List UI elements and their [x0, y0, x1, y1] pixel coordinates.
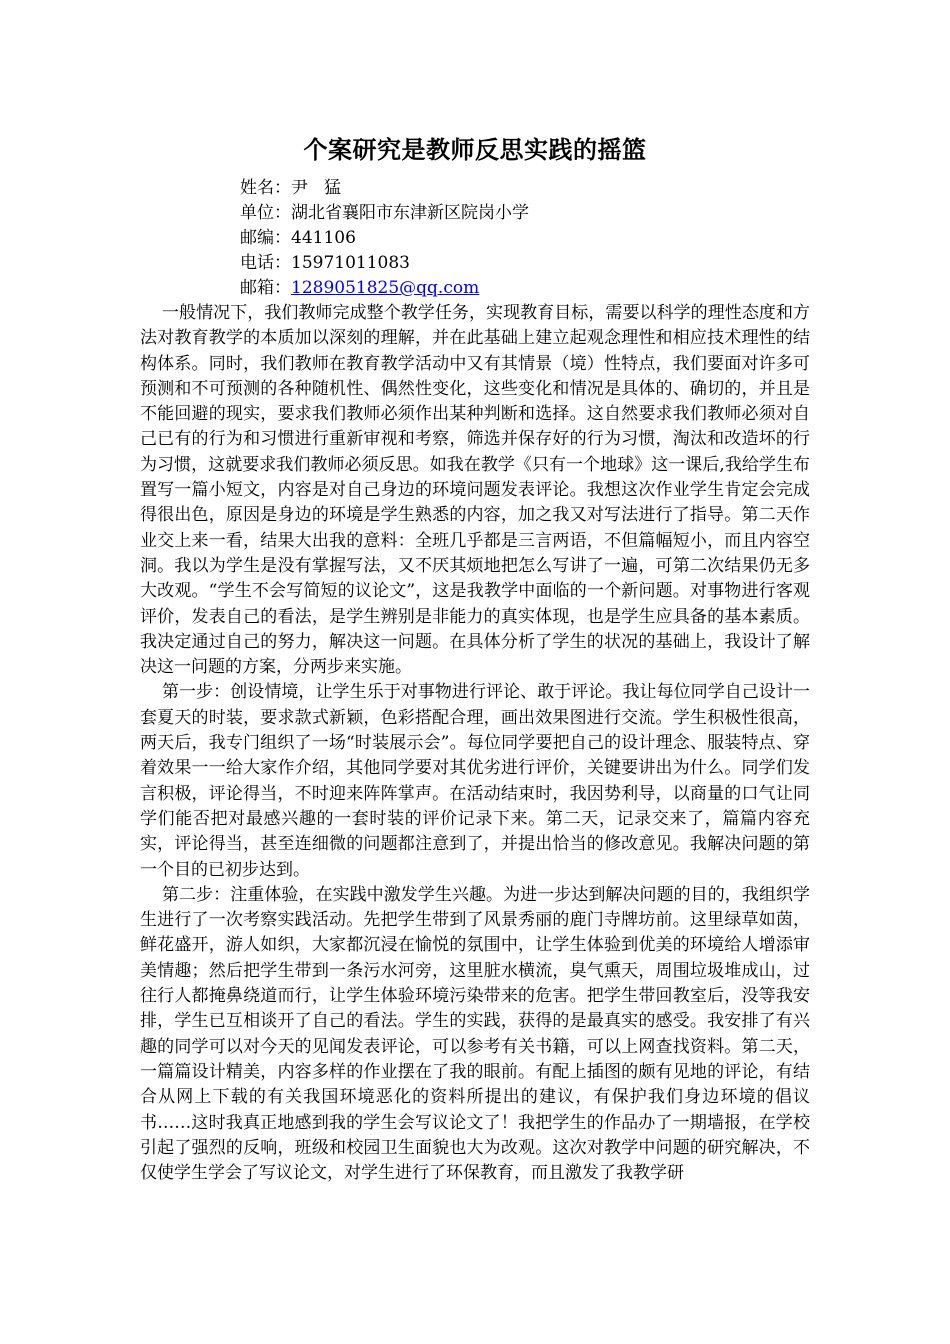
unit-label: 单位： [240, 203, 291, 223]
author-unit-row [240, 201, 529, 226]
paragraph-step-two: 第二步：注重体验，在实践中激发学生兴趣。为进一步达到解决问题的目的，我组织学生进行了一次考察实践活动。先把学生带到了风景秀丽的鹿门寺牌坊前。这里绿草如茵，鲜花盛开，游人如织，大家都沉浸在愉悦的氛围中，让学生体验到优美的环境给人增添审美情趣；然后把学生带到一条污水河旁，这里脏水横流，臭气熏天，周围垃圾堆成山，过往行人都掩鼻绕道而行，让学生体验环境污染带来的危害。把学生带回教室后，没等我安排，学生已互相谈开了自己的看法。学生的实践，获得的是最真实的感受。我安排了有兴趣的同学可以对今天的见闻发表评论，可以参考有关书籍，可以上网查找资料。第二天，一篇篇设计精美，内容多样的作业摆在了我的眼前。有配上插图的颇有见地的评论，有结合从网上下载的有关我国环境恶化的资料所提出的建议，有保护我们身边环境的倡议书……这时我真正地感到我的学生会写议论文了！我把学生的作品办了一期墙报，在学校引起了强烈的反响，班级和校园卫生面貌也大为改观。这次对教学中问题的研究解决，不仅使学生学会了写议论文，对学生进行了环保教育，而且激发了我教学研 [140, 884, 810, 1184]
author-name-row [240, 176, 529, 201]
phone-label: 电话： [240, 253, 291, 273]
unit-value: 湖北省襄阳市东津新区院岗小学 [291, 203, 529, 223]
paragraph-intro: 一般情况下，我们教师完成整个教学任务，实现教育目标，需要以科学的理性态度和方法对教育教学的本质加以深刻的理解，并在此基础上建立起观念理性和相应技术理性的结构体系。同时，我们教师在教育教学活动中又有其情景（境）性特点，我们要面对许多可预测和不可预测的各种随机性、偶然性变化，这些变化和情况是具体的、确切的，并且是不能回避的现实，要求我们教师必须作出某种判断和选择。这自然要求我们教师必须对自己已有的行为和习惯进行重新审视和考察，筛选并保存好的行为习惯，淘汰和改造坏的行为习惯，这就要求我们教师必须反思。如我在教学《只有一个地球》这一课后,我给学生布置写一篇小短文，内容是对自己身边的环境问题发表评论。我想这次作业学生肯定会完成得很出色，原因是身边的环境是学生熟悉的内容，加之我又对写法进行了指导。第二天作业交上来一看，结果大出我的意料：全班几乎都是三言两语，不但篇幅短小，而且内容空洞。我以为学生是没有掌握写法，又不厌其烦地把怎么写讲了一遍，可第二次结果仍无多大改观。“学生不会写简短的议论文”，这是我教学中面临的一个新问题。对事物进行客观评价，发表自己的看法，是学生辨别是非能力的真实体现，也是学生应具备的基本素质。我决定通过自己的努力，解决这一问题。在具体分析了学生的状况的基础上，我设计了解决这一问题的方案，分两步来实施。 [140, 303, 810, 678]
email-link[interactable]: 1289051825@qq.com [291, 278, 480, 298]
article-body [140, 301, 810, 1186]
author-zip-row [240, 226, 529, 251]
zip-label: 邮编： [240, 228, 291, 248]
document-title: 个案研究是教师反思实践的摇篮 [303, 135, 647, 164]
phone-value: 15971011083 [291, 253, 410, 273]
name-value: 尹猛 [291, 178, 357, 198]
paragraph-step-one: 第一步：创设情境，让学生乐于对事物进行评论、敢于评论。我让每位同学自己设计一套夏天的时装，要求款式新颖，色彩搭配合理，画出效果图进行交流。学生积极性很高，两天后，我专门组织了一场“时装展示会”。每位同学要把自己的设计理念、服装特点、穿着效果一一给大家作介绍，其他同学要对其优劣进行评价，关键要讲出为什么。同学们发言积极，评论得当，不时迎来阵阵掌声。在活动结束时，我因势利导，以商量的口气让同学们能否把对最感兴趣的一套时装的评价记录下来。第二天，记录交来了，篇篇内容充实，评论得当，甚至连细微的问题都注意到了，并提出恰当的修改意见。我解决问题的第一个目的已初步达到。 [140, 682, 810, 880]
author-phone-row [240, 251, 529, 276]
name-label: 姓名： [240, 178, 291, 198]
email-label: 邮箱： [240, 278, 291, 298]
zip-value: 441106 [291, 228, 356, 248]
author-info [240, 176, 529, 301]
author-email-row [240, 276, 529, 301]
